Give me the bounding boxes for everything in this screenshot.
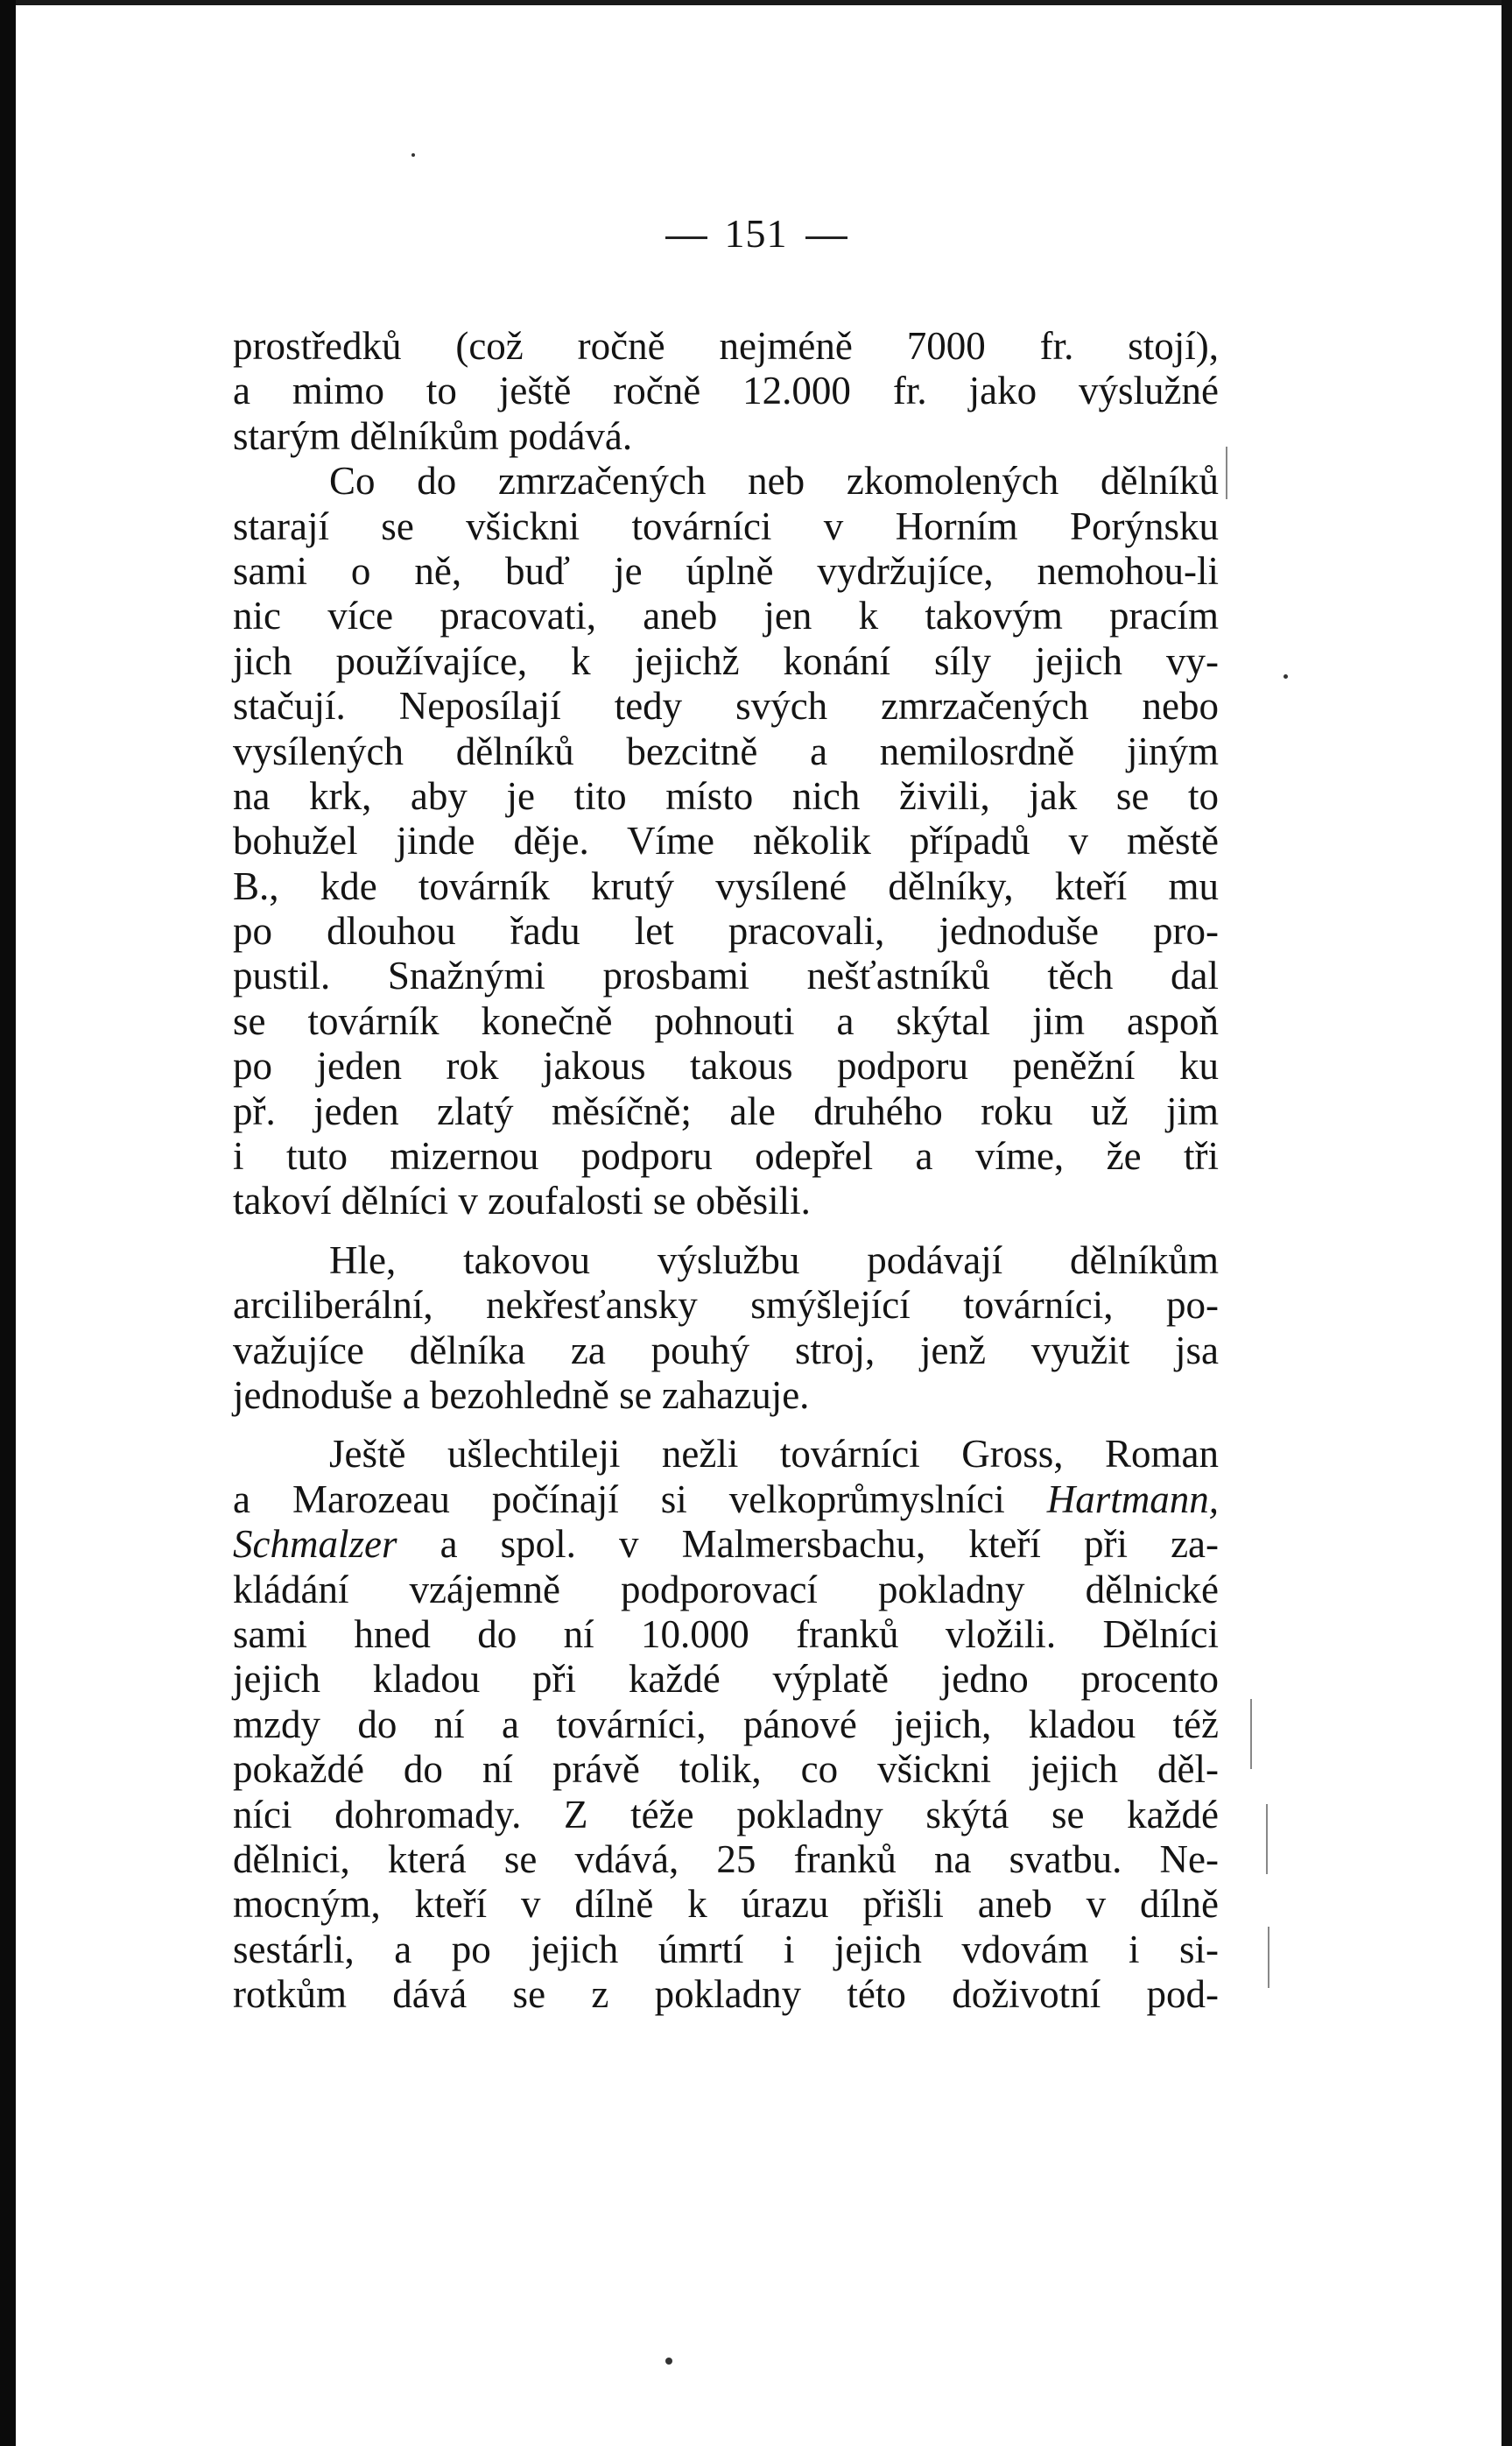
scan-scratch — [1226, 447, 1227, 499]
text-line: prostředků (což ročně nejméně 7000 fr. stojí), — [233, 324, 1219, 368]
page-number-value: 151 — [724, 211, 788, 256]
text-line: Hle, takovou výslužbu podávají dělníkům — [329, 1237, 1219, 1282]
text-line: mzdy do ní a továrníci, pánové jejich, kladou též — [233, 1702, 1219, 1746]
text-line: jich používajíce, k jejichž konání síly jejich vy- — [233, 638, 1219, 683]
text-line: i tuto mizernou podporu odepřel a víme, že tři — [233, 1134, 1219, 1179]
text-line: na krk, aby je tito místo nich živili, jak se to — [233, 773, 1219, 818]
text-line: po jeden rok jakous takous podporu peněžní ku — [233, 1044, 1219, 1089]
text-line: nic více pracovati, aneb jen k takovým pracím — [233, 594, 1219, 638]
text-line: dělnici, která se vdává, 25 franků na svatbu. Ne- — [233, 1836, 1219, 1881]
text-line: starým dělníkům podává. — [233, 413, 633, 458]
text-line: Ještě ušlechtileji nežli továrníci Gross, Roman — [329, 1432, 1219, 1477]
text-line: sami o ně, buď je úplně vydržujíce, nemohou-li — [233, 548, 1219, 593]
text-line: takoví dělníci v zoufalosti se oběsili. — [233, 1179, 811, 1223]
text-line: kládání vzájemně podporovací pokladny dělnické — [233, 1567, 1219, 1611]
text-line: starají se všickni továrníci v Horním Porýnsku — [233, 504, 1219, 548]
text-line: važujíce dělníka za pouhý stroj, jenž využit jsa — [233, 1328, 1219, 1372]
scan-scratch — [1268, 1927, 1269, 1988]
text-line: arciliberální, nekřesťansky smýšlející továrníci, po- — [233, 1283, 1219, 1328]
paragraph-gap — [233, 1418, 1219, 1432]
text-line: mocným, kteří v dílně k úrazu přišli aneb v dílně — [233, 1882, 1219, 1927]
scan-scratch — [1266, 1804, 1268, 1874]
text-line: bohužel jinde děje. Víme několik případů v městě — [233, 819, 1219, 864]
italic-name: Schmalzer — [233, 1522, 397, 1567]
page-number-dash-right — [805, 236, 847, 239]
scan-border-right — [1501, 0, 1512, 2446]
text-line: pustil. Snažnými prosbami nešťastníků těch dal — [233, 954, 1219, 998]
body-text — [233, 324, 1219, 2017]
text-line-with-italic — [233, 1477, 1219, 1522]
text-line: pokaždé do ní právě tolik, co všickni jejich děl- — [233, 1747, 1219, 1792]
text-segment: a spol. v Malmersbachu, kteří při za- — [397, 1522, 1219, 1567]
text-line: jejich kladou při každé výplatě jedno procento — [233, 1657, 1219, 1702]
text-line: a mimo to ještě ročně 12.000 fr. jako výslužné — [233, 369, 1219, 413]
text-line: jednoduše a bezohledně se zahazuje. — [233, 1372, 810, 1417]
text-line: sestárli, a po jejich úmrtí i jejich vdovám i si- — [233, 1927, 1219, 1971]
text-line: se továrník konečně pohnouti a skýtal jim aspoň — [233, 998, 1219, 1043]
text-line-with-italic — [233, 1522, 1219, 1567]
text-line: níci dohromady. Z téže pokladny skýtá se každé — [233, 1792, 1219, 1836]
scan-speck — [411, 153, 415, 157]
scan-border-left — [0, 0, 16, 2446]
page-number — [0, 210, 1512, 257]
paragraph-gap — [233, 1224, 1219, 1238]
text-line: rotkům dává se z pokladny této doživotní pod- — [233, 1972, 1219, 2017]
text-line: po dlouhou řadu let pracovali, jednoduše pro- — [233, 909, 1219, 954]
text-segment: a Marozeau počínají si velkoprůmyslníci — [233, 1477, 1047, 1521]
scan-border-top — [0, 0, 1512, 5]
scan-speck — [665, 2358, 672, 2365]
text-line: Co do zmrzačených neb zkomolených dělníků — [329, 459, 1219, 504]
text-line: vysílených dělníků bezcitně a nemilosrdně jiným — [233, 729, 1219, 773]
text-line: stačují. Neposílají tedy svých zmrzačených nebo — [233, 684, 1219, 729]
text-line: př. jeden zlatý měsíčně; ale druhého roku už jim — [233, 1089, 1219, 1133]
page-number-dash-left — [665, 236, 707, 239]
italic-name: Hartmann, — [1046, 1477, 1219, 1521]
text-line: sami hned do ní 10.000 franků vložili. Dělníci — [233, 1611, 1219, 1656]
text-line: B., kde továrník krutý vysílené dělníky, kteří mu — [233, 864, 1219, 908]
scan-scratch — [1250, 1699, 1252, 1769]
scan-speck — [1283, 674, 1288, 679]
